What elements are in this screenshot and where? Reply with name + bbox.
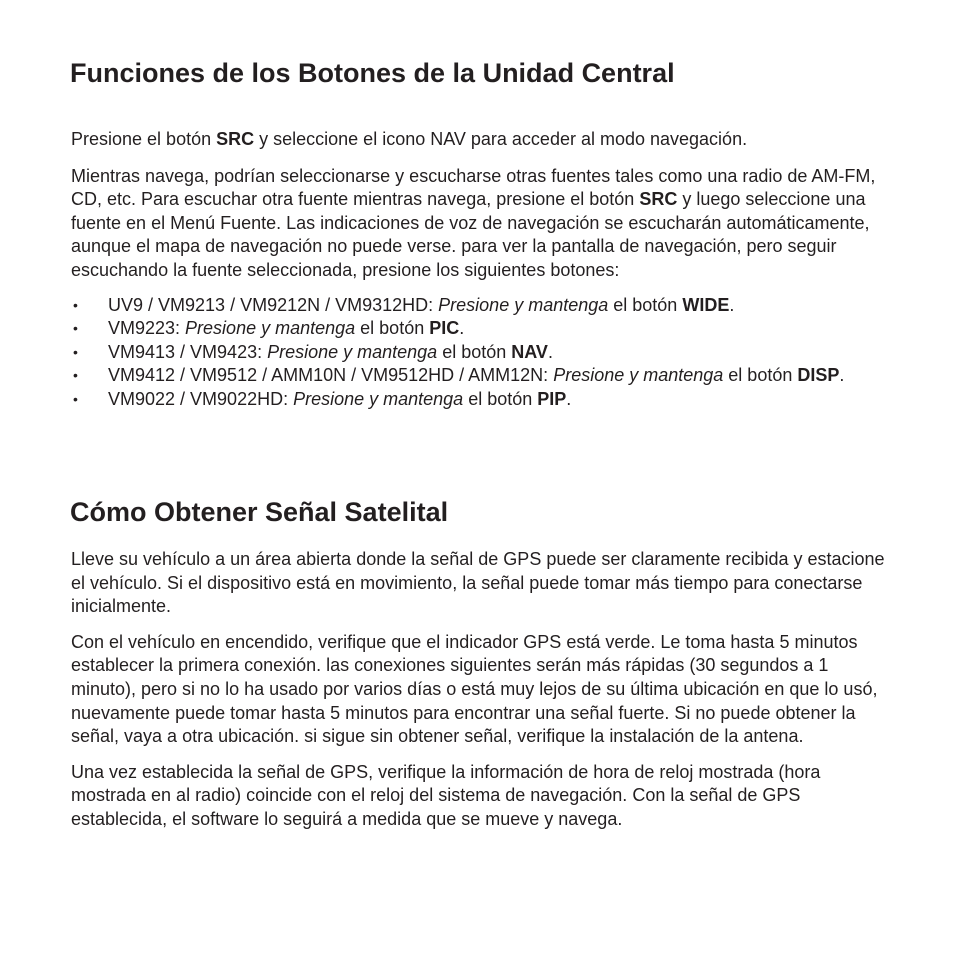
model-button-list xyxy=(71,294,891,412)
paragraph-src-nav: Presione el botón SRC y seleccione el icono NAV para acceder al modo navegación. xyxy=(71,129,748,149)
button-name-src: SRC xyxy=(216,129,255,149)
list-item: • VM9022 / VM9022HD: Presione y mantenga el botón PIP. xyxy=(71,388,891,412)
bullet: • xyxy=(73,343,78,360)
bullet: • xyxy=(73,320,78,337)
button-name: PIC xyxy=(429,318,460,339)
bullet: • xyxy=(73,390,78,407)
bullet: • xyxy=(73,296,78,313)
list-item: • VM9412 / VM9512 / AMM10N / VM9512HD / AMM12N: Presione y mantenga el botón DISP. xyxy=(71,364,891,388)
button-name-src: SRC xyxy=(639,189,678,210)
button-name: DISP xyxy=(797,365,840,386)
button-name: PIP xyxy=(537,388,567,409)
list-item: • UV9 / VM9213 / VM9212N / VM9312HD: Presione y mantenga el botón WIDE. xyxy=(71,294,891,318)
paragraph-indicador-gps: Con el vehículo en encendido, verifique que el indicador GPS está verde. Le toma hasta 5 minutos establecer la primera conexión. las conexiones siguientes serán más rápidas (30 segundos a 1 minuto), pero si no lo ha usado por varios días o está muy lejos de su última ubicación en que lo usó, nuevamente puede tomar hasta 5 minutos para encontrar una señal fuerte. Si no puede obtener la señal, vaya a otra ubicación. si sigue sin obtener señal, verifique la instalación de la antena. xyxy=(71,631,878,747)
list-item: • VM9413 / VM9423: Presione y mantenga el botón NAV. xyxy=(71,341,891,365)
button-name: WIDE xyxy=(682,294,730,315)
button-name: NAV xyxy=(511,341,548,362)
section-title-botones: Funciones de los Botones de la Unidad Central xyxy=(70,58,675,88)
list-item: • VM9223: Presione y mantenga el botón PIC. xyxy=(71,317,891,341)
section-body-senal-satelital xyxy=(71,548,891,832)
section-title-senal-satelital: Cómo Obtener Señal Satelital xyxy=(70,497,449,527)
bullet: • xyxy=(73,367,78,384)
paragraph-otras-fuentes: Mientras navega, podrían seleccionarse y escucharse otras fuentes tales como una radio de AM-FM, CD, etc. Para escuchar otra fuente mientras navega, presione el botón SRC y luego seleccione una fuente en el Menú Fuente. Las indicaciones de voz de navegación se escucharán automáticamente, aunque el mapa de navegación no puede verse. para ver la pantalla de navegación, pero seguir escuchando la fuente seleccionada, presione los siguientes botones: xyxy=(71,165,876,280)
paragraph-hora-reloj: Una vez establecida la señal de GPS, verifique la información de hora de reloj mostrada (hora mostrada en al radio) coincide con el reloj del sistema de navegación. Con la señal de GPS establecida, el software lo seguirá a medida que se mueve y navega. xyxy=(71,761,821,829)
paragraph-area-abierta: Lleve su vehículo a un área abierta donde la señal de GPS puede ser claramente recibida y estacione el vehículo. Si el dispositivo está en movimiento, la señal puede tomar más tiempo para conectarse inicialmente. xyxy=(71,549,885,617)
section-body-botones xyxy=(71,128,891,412)
